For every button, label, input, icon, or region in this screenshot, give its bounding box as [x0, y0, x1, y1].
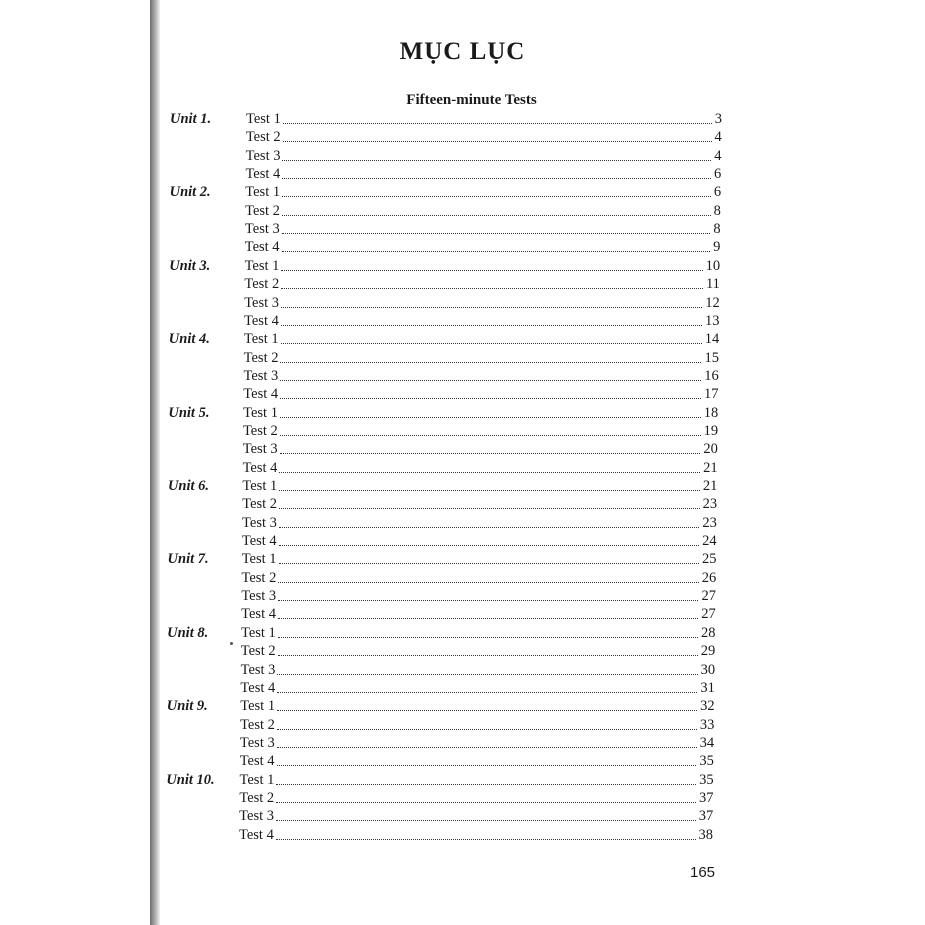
toc-page-number: 3: [714, 111, 722, 127]
toc-row: [243, 367, 718, 385]
unit-label: Unit 8.: [167, 624, 209, 641]
dot-leader: [280, 453, 701, 454]
test-label: Test 4: [245, 166, 281, 183]
dot-leader: [280, 398, 701, 399]
test-label: Test 3: [242, 441, 278, 458]
toc-page-number: 16: [704, 367, 719, 384]
toc-row: [245, 165, 721, 183]
toc-row: [244, 312, 719, 330]
toc-page-number: 38: [698, 826, 713, 843]
test-label: Test 2: [245, 129, 281, 146]
toc-row: [169, 257, 721, 275]
dot-leader: [277, 747, 697, 748]
toc-page-number: 34: [699, 734, 715, 751]
toc-row: [245, 238, 721, 256]
dot-leader: [282, 160, 711, 161]
toc-row: [244, 275, 720, 293]
test-label: Test 4: [239, 826, 274, 843]
toc-row: [243, 459, 718, 477]
toc-row: [241, 587, 716, 605]
toc-page-number: 25: [701, 551, 717, 568]
dot-leader: [279, 545, 699, 546]
dot-leader: [281, 288, 703, 289]
test-label: Test 2: [244, 276, 280, 293]
test-label: Test 2: [242, 496, 278, 513]
dot-leader: [278, 618, 698, 619]
test-label: Test 2: [239, 789, 275, 806]
toc-page-number: 21: [702, 478, 718, 494]
unit-label: Unit 4.: [168, 331, 210, 348]
test-label: Test 1: [245, 184, 281, 201]
dot-leader: [278, 655, 698, 656]
test-label: Test 2: [245, 202, 280, 219]
toc-row: [239, 789, 713, 807]
test-label: Test 3: [242, 514, 277, 531]
dot-leader: [277, 692, 697, 693]
toc-row: [245, 220, 721, 238]
test-label: Test 3: [241, 588, 277, 605]
test-label: Test 3: [239, 808, 274, 825]
toc-row: [167, 550, 717, 568]
toc-page-number: 20: [703, 441, 718, 458]
toc-row: [243, 422, 718, 440]
toc-row: [240, 716, 714, 734]
toc-row: [169, 183, 722, 201]
toc-page-number: 30: [700, 661, 716, 678]
dot-leader: [281, 270, 702, 271]
dot-leader: [280, 417, 701, 418]
toc-row: [240, 752, 714, 770]
section-title: Fifteen-minute Tests: [406, 92, 537, 108]
dot-leader: [276, 784, 696, 785]
unit-label: Unit 1.: [170, 111, 212, 127]
toc-page-number: 15: [704, 349, 719, 366]
dot-leader: [279, 472, 700, 473]
test-label: Test 1: [244, 257, 280, 274]
test-label: Test 1: [243, 404, 278, 421]
test-label: Test 4: [241, 606, 276, 623]
dot-leader: [282, 178, 711, 179]
toc-page-number: 4: [714, 129, 722, 146]
test-label: Test 2: [240, 643, 276, 660]
test-label: Test 3: [239, 734, 275, 751]
toc-row: [167, 477, 718, 495]
toc-row: [244, 349, 719, 367]
toc-row: [245, 202, 721, 220]
unit-label: Unit 7.: [167, 551, 209, 568]
toc-row: [239, 826, 713, 844]
toc-row: [239, 807, 713, 825]
toc-page-number: 32: [700, 698, 715, 715]
toc-row: [166, 697, 715, 715]
toc-page-number: 24: [702, 533, 717, 550]
toc-page-number: 23: [702, 496, 718, 513]
dot-leader: [279, 490, 700, 491]
dot-leader: [279, 563, 699, 564]
toc-row: [170, 110, 722, 128]
toc-page-number: 6: [713, 184, 722, 201]
toc-row: [242, 569, 717, 587]
unit-label: Unit 6.: [167, 478, 210, 494]
toc-page-number: 29: [700, 643, 716, 660]
toc-page-number: 14: [704, 331, 720, 348]
book-spine-shadow: [150, 0, 160, 925]
dot-leader: [276, 802, 696, 803]
toc-row: [243, 385, 718, 403]
dot-leader: [280, 362, 701, 363]
toc-page-number: 11: [705, 276, 720, 293]
toc-page-number: 19: [703, 422, 719, 439]
dot-leader: [281, 343, 702, 344]
toc-row: [244, 294, 719, 312]
toc-row: [166, 771, 714, 789]
test-label: Test 4: [242, 459, 278, 476]
test-label: Test 4: [244, 312, 279, 329]
dot-leader: [276, 839, 696, 840]
toc-page-number: 8: [713, 202, 721, 219]
dot-leader: [278, 582, 698, 583]
dot-leader: [282, 215, 711, 216]
toc-row: [246, 128, 722, 146]
test-label: Test 3: [240, 661, 276, 678]
toc-page-number: 33: [699, 716, 715, 733]
toc-page-number: 8: [713, 221, 721, 238]
toc-row: [240, 679, 714, 697]
toc-page-number: 4: [714, 147, 722, 164]
test-label: Test 2: [241, 569, 277, 586]
toc-page-number: 28: [701, 624, 716, 641]
test-label: Test 2: [243, 349, 279, 366]
toc-row: [241, 661, 715, 679]
toc-row: [168, 404, 719, 422]
toc-page-number: 37: [698, 789, 714, 806]
dot-leader: [277, 674, 697, 675]
test-label: Test 4: [243, 386, 279, 403]
toc-page-number: 26: [701, 569, 717, 586]
test-label: Test 1: [239, 771, 275, 788]
toc-row: [242, 514, 717, 532]
test-label: Test 3: [244, 294, 280, 311]
toc-row: [243, 440, 718, 458]
test-label: Test 2: [240, 716, 275, 733]
test-label: Test 3: [243, 367, 279, 384]
test-label: Test 4: [240, 679, 276, 696]
print-speck: [230, 642, 233, 645]
dot-leader: [281, 325, 702, 326]
toc-page-number: 9: [713, 239, 721, 256]
test-label: Test 1: [240, 624, 276, 641]
toc-page-number: 23: [702, 514, 717, 531]
test-label: Test 3: [245, 147, 281, 164]
toc-page-number: 31: [700, 679, 715, 696]
dot-leader: [279, 527, 700, 528]
page-number: 165: [690, 864, 716, 881]
toc-page-number: 18: [703, 404, 719, 421]
dot-leader: [282, 196, 711, 197]
dot-leader: [279, 508, 700, 509]
test-label: Test 3: [244, 221, 280, 238]
toc-page-number: 17: [704, 386, 719, 403]
dot-leader: [277, 710, 697, 711]
dot-leader: [280, 380, 701, 381]
test-label: Test 4: [244, 239, 280, 256]
unit-label: Unit 5.: [168, 404, 210, 421]
test-label: Test 4: [239, 753, 275, 770]
toc-page-number: 27: [701, 606, 716, 623]
dot-leader: [276, 820, 696, 821]
toc-row: [167, 624, 716, 642]
toc-row: [242, 495, 717, 513]
toc-page-number: 37: [698, 808, 714, 825]
dot-leader: [282, 251, 711, 252]
test-label: Test 1: [243, 331, 279, 348]
toc-row: [240, 734, 714, 752]
dot-leader: [283, 123, 712, 124]
toc-page-number: 10: [705, 257, 721, 274]
toc-row: [168, 330, 720, 348]
dot-leader: [281, 307, 702, 308]
toc-page-number: 13: [704, 312, 720, 329]
toc-page-number: 27: [701, 588, 716, 605]
test-label: Test 4: [241, 533, 277, 550]
dot-leader: [277, 729, 697, 730]
toc-page-number: 35: [699, 771, 714, 788]
page-title: MỤC LỤC: [399, 38, 526, 65]
test-label: Test 1: [240, 698, 276, 715]
test-label: Test 1: [241, 551, 277, 568]
unit-label: Unit 3.: [169, 257, 211, 274]
toc-row: [242, 532, 717, 550]
unit-label: Unit 9.: [166, 698, 208, 715]
unit-label: Unit 2.: [169, 184, 211, 201]
toc-page-number: 35: [699, 753, 714, 770]
test-label: Test 2: [242, 422, 278, 439]
toc-row: [241, 605, 716, 623]
toc-page-number: 21: [703, 459, 718, 476]
toc-page-number: 6: [714, 166, 722, 183]
test-label: Test 1: [242, 478, 278, 494]
toc-row: [246, 147, 722, 165]
toc-row: [241, 642, 716, 660]
dot-leader: [282, 233, 711, 234]
dot-leader: [278, 637, 698, 638]
dot-leader: [283, 141, 712, 142]
test-label: Test 1: [246, 111, 281, 127]
dot-leader: [280, 435, 701, 436]
dot-leader: [277, 765, 697, 766]
dot-leader: [278, 600, 698, 601]
toc-page-number: 12: [705, 294, 720, 311]
unit-label: Unit 10.: [166, 771, 215, 788]
